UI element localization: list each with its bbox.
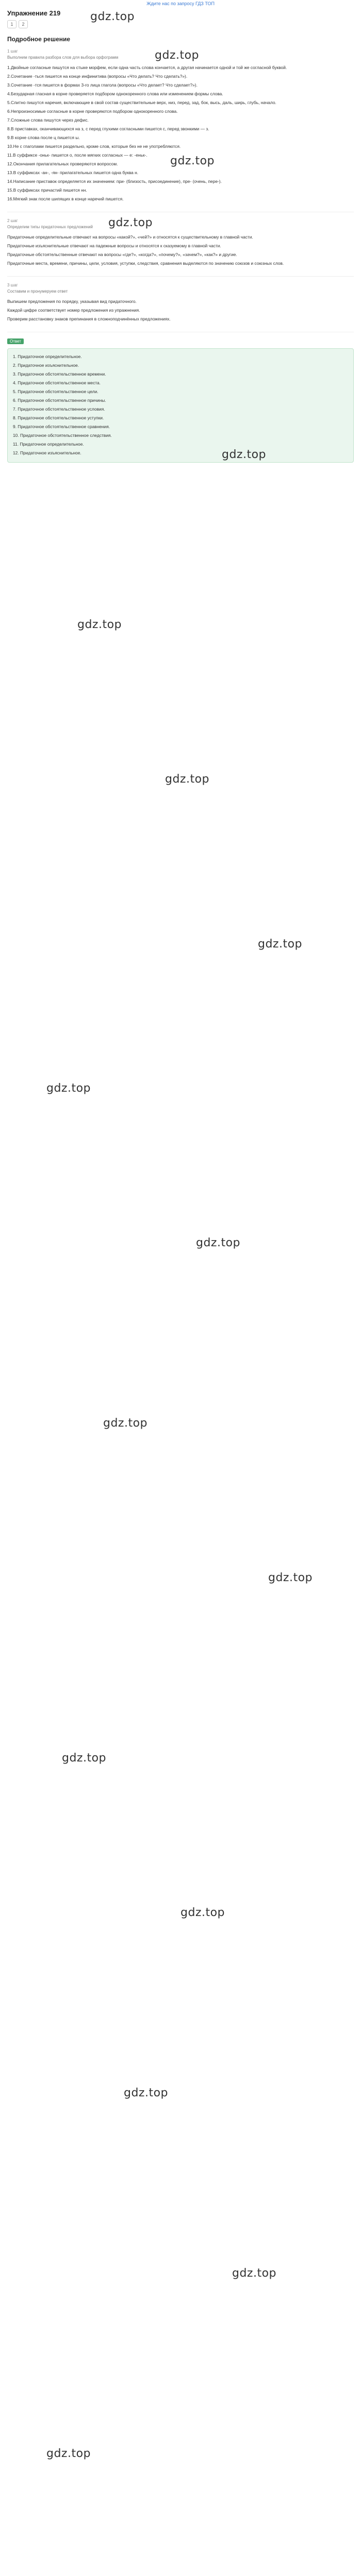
- watermark-text: gdz.top: [103, 1417, 148, 1430]
- watermark-text: gdz.top: [155, 49, 200, 62]
- step-paragraph: 8.В приставках, оканчивающихся на з, с перед глухими согласными пишется с, перед звонкими — з.: [7, 126, 209, 131]
- page-1-button[interactable]: 1: [7, 20, 17, 28]
- answer-tag: Ответ: [7, 338, 24, 344]
- solution-step: [7, 49, 354, 212]
- page-2-button[interactable]: 2: [19, 20, 28, 28]
- step-label: 3 шаг: [7, 283, 18, 287]
- page-title: Упражнение 219: [7, 9, 61, 17]
- watermark-text: gdz.top: [258, 938, 303, 951]
- step-paragraph: 14.Написание приставок определяется их значением: при- (близость, присоединение), пре- (очень, пере-).: [7, 179, 222, 184]
- watermark-text: gdz.top: [222, 448, 267, 461]
- answer-paragraph: 12. Придаточное изъяснительное.: [13, 450, 81, 455]
- step-paragraph: Каждой цифре соответствует номер предложения из упражнения.: [7, 308, 140, 313]
- step-paragraph: 6.Непроизносимые согласные в корне проверяются подбором однокоренного слова.: [7, 109, 178, 114]
- watermark-text: gdz.top: [90, 10, 135, 23]
- watermark-text: gdz.top: [180, 1906, 225, 1919]
- pager: [7, 20, 354, 28]
- step-paragraph: Придаточные определительные отвечают на вопросы «какой?», «чей?» и относятся к существительному в главной части.: [7, 234, 253, 240]
- answer-paragraph: 6. Придаточное обстоятельственное причины.: [13, 398, 106, 403]
- watermark-text: gdz.top: [124, 2087, 169, 2099]
- watermark-text: gdz.top: [196, 1236, 241, 1249]
- step-paragraph: 10.Не с глаголами пишется раздельно, кроме слов, которые без не не употребляются.: [7, 144, 181, 149]
- answer-paragraph: 2. Придаточное изъяснительное.: [13, 363, 79, 368]
- step-label: 1 шаг: [7, 49, 18, 54]
- watermark-text: gdz.top: [46, 1082, 91, 1095]
- answer-paragraph: 7. Придаточное обстоятельственное условия.: [13, 406, 105, 412]
- answer-paragraph: 8. Придаточное обстоятельственное уступки.: [13, 415, 104, 420]
- step-paragraph: 2.Сочетание -тьcя пишется на конце инфинитива (вопросы «Что делать? Что сделать?»).: [7, 74, 188, 79]
- answer-paragraph: 4. Придаточное обстоятельственное места.: [13, 380, 101, 385]
- watermark-text: gdz.top: [108, 216, 153, 229]
- step-paragraph: 5.Слитно пишутся наречия, включающие в свой состав существительные верх, низ, перед, зад, бок, высь, даль, ширь, глубь, начало.: [7, 100, 276, 105]
- step-paragraph: 11.В суффиксе -оньк- пишется о, после мягких согласных — е: -еньк-.: [7, 152, 147, 158]
- step-paragraph: 7.Сложные слова пишутся через дефис.: [7, 117, 89, 123]
- watermark-text: gdz.top: [165, 773, 210, 786]
- solution-step: [7, 283, 354, 332]
- step-paragraph: Придаточные изъяснительные отвечают на падежные вопросы и относятся к сказуемому в главной части.: [7, 243, 221, 248]
- step-paragraph: 3.Сочетание -тся пишется в формах 3-го лица глагола (вопросы «Что делает? Что сделает?»).: [7, 82, 198, 88]
- step-paragraph: 13.В суффиксах -ан-, -ян- прилагательных пишется одна буква н.: [7, 170, 139, 175]
- step-title: Определим типы придаточных предложений: [7, 225, 93, 229]
- divider: [7, 276, 354, 277]
- watermark-text: gdz.top: [62, 1752, 107, 1765]
- answer-paragraph: 5. Придаточное обстоятельственное цели.: [13, 389, 99, 394]
- step-paragraph: Выпишем предложения по порядку, указывая вид придаточного.: [7, 299, 137, 304]
- answer-paragraph: 11. Придаточное определительное.: [13, 442, 84, 447]
- top-notice[interactable]: Ждите нас по запросу ГДЗ ТОП: [146, 1, 215, 6]
- step-paragraph: 12.Окончания прилагательных проверяются вопросом.: [7, 161, 118, 166]
- watermark-text: gdz.top: [232, 2267, 277, 2280]
- step-paragraph: Придаточные места, времени, причины, цели, условия, уступки, следствия, сравнения выделяются по значению союзов и союзных слов.: [7, 261, 284, 266]
- watermark-text: gdz.top: [170, 155, 215, 167]
- step-paragraph: 9.В корне слова после ц пишется ы.: [7, 135, 80, 140]
- step-title: Составим и пронумеруем ответ: [7, 289, 68, 294]
- step-paragraph: 4.Безударная гласная в корне проверяется подбором однокоренного слова или изменением формы слова.: [7, 91, 223, 96]
- answer-paragraph: 3. Придаточное обстоятельственное времени.: [13, 371, 106, 377]
- answer-paragraph: 1. Придаточное определительное.: [13, 354, 82, 359]
- step-paragraph: 15.В суффиксах причастий пишется нн.: [7, 188, 87, 193]
- step-title: Выполним правила разбора слов для выбора орфограмм: [7, 55, 119, 60]
- watermark-text: gdz.top: [77, 618, 122, 631]
- solution-subtitle: Подробное решение: [7, 36, 71, 43]
- solution-step: [7, 218, 354, 277]
- step-paragraph: 16.Мягкий знак после шипящих в конце наречий пишется.: [7, 196, 124, 201]
- step-paragraph: Придаточные обстоятельственные отвечают на вопросы «где?», «когда?», «почему?», «зачем?», «как?» и другие.: [7, 252, 237, 257]
- answer-section: [0, 332, 361, 463]
- solution-content: [0, 49, 361, 332]
- answer-paragraph: 9. Придаточное обстоятельственное сравнения.: [13, 424, 110, 429]
- watermark-text: gdz.top: [268, 1571, 313, 1584]
- step-label: 2 шаг: [7, 218, 18, 223]
- answer-box: [7, 348, 354, 463]
- answer-paragraph: 10. Придаточное обстоятельственное следствия.: [13, 433, 112, 438]
- step-paragraph: Проверим расстановку знаков препинания в сложноподчинённых предложениях.: [7, 316, 171, 321]
- step-paragraph: 1.Двойные согласные пишутся на стыке морфем, если одна часть слова кончается, а другая начинается одной и той же согласной буквой.: [7, 65, 287, 70]
- watermark-text: gdz.top: [46, 2447, 91, 2460]
